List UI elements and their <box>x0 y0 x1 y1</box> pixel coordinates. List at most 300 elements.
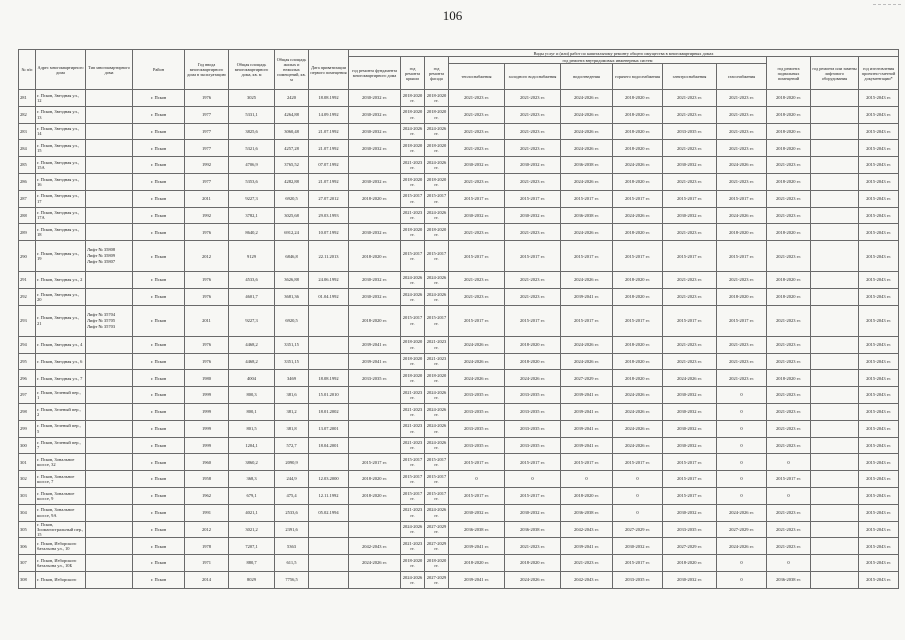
row-number: 296 <box>19 370 36 387</box>
address-cell: г. Псков, Звездная ул., 18 <box>36 224 86 241</box>
design-docs-year-cell: 2015-2043 гг. <box>859 224 899 241</box>
lift-number: Лифт № 35703 <box>87 323 116 329</box>
design-docs-year-cell: 2015-2043 гг. <box>859 173 899 190</box>
lift-cell <box>86 538 133 555</box>
row-number: 299 <box>19 420 36 437</box>
year-cell: 1976 <box>185 288 229 305</box>
cold-water-year-cell: 0 <box>505 471 561 488</box>
electric-year-cell: 2030-2032 гг. <box>663 504 717 521</box>
roof-year-cell: 2021-2023 гг. <box>401 403 425 420</box>
privatization-date-cell: 22.11.2013 <box>309 241 349 272</box>
foundation-year-cell <box>349 157 401 174</box>
gas-year-cell: 0 <box>717 437 767 454</box>
privatization-date-cell: 18.04.2001 <box>309 437 349 454</box>
electric-year-cell: 2021-2023 гг. <box>663 288 717 305</box>
elevator-year-cell <box>811 370 859 387</box>
living-area-cell: 7756,5 <box>275 572 309 589</box>
cold-water-year-cell: 2015-2017 гг. <box>505 454 561 471</box>
row-number: 307 <box>19 555 36 572</box>
table-row <box>19 90 899 107</box>
elevator-year-cell <box>811 487 859 504</box>
total-area-cell: 880,7 <box>229 555 275 572</box>
basement-year-cell: 2021-2023 гг. <box>767 241 811 272</box>
row-number: 281 <box>19 90 36 107</box>
table-row <box>19 387 899 404</box>
basement-year-cell: 2021-2023 гг. <box>767 387 811 404</box>
district-cell: г. Псков <box>133 173 185 190</box>
basement-year-cell: 2021-2023 гг. <box>767 403 811 420</box>
electric-year-cell: 2015-2017 гг. <box>663 241 717 272</box>
elevator-year-cell <box>811 106 859 123</box>
row-number: 301 <box>19 454 36 471</box>
foundation-year-cell <box>349 387 401 404</box>
header-cold-water: холодного водоснабжения <box>505 64 561 90</box>
year-cell: 1962 <box>185 487 229 504</box>
year-cell: 1971 <box>185 555 229 572</box>
table-row <box>19 487 899 504</box>
cold-water-year-cell: 2033-2035 гг. <box>505 403 561 420</box>
elevator-year-cell <box>811 190 859 207</box>
living-area-cell: 2391,6 <box>275 521 309 538</box>
roof-year-cell: 2024-2026 гг. <box>401 123 425 140</box>
foundation-year-cell: 2018-2020 гг. <box>349 190 401 207</box>
living-area-cell: 6920,5 <box>275 190 309 207</box>
elevator-year-cell <box>811 123 859 140</box>
roof-year-cell: 2015-2017 гг. <box>401 471 425 488</box>
electric-year-cell: 2021-2023 гг. <box>663 106 717 123</box>
header-engineering: год ремонта внутридомовых инженерных систем <box>449 57 767 64</box>
year-cell: 1976 <box>185 224 229 241</box>
lift-cell <box>86 123 133 140</box>
district-cell: г. Псков <box>133 123 185 140</box>
address-cell: г. Псков, Изборского батальона ул., 10Б <box>36 555 86 572</box>
foundation-year-cell <box>349 437 401 454</box>
row-number: 284 <box>19 140 36 157</box>
facade-year-cell: 2015-2017 гг. <box>425 241 449 272</box>
year-cell: 1976 <box>185 336 229 353</box>
header-electric: электроснабжения <box>663 64 717 90</box>
foundation-year-cell: 2018-2020 гг. <box>349 241 401 272</box>
address-cell: г. Псков, Звездная ул., 20 <box>36 288 86 305</box>
cold-water-year-cell: 2021-2023 гг. <box>505 140 561 157</box>
privatization-date-cell <box>309 454 349 471</box>
living-area-cell: 3681,36 <box>275 288 309 305</box>
row-number: 290 <box>19 241 36 272</box>
elevator-year-cell <box>811 471 859 488</box>
roof-year-cell: 2015-2017 гг. <box>401 305 425 336</box>
facade-year-cell: 2024-2026 гг. <box>425 387 449 404</box>
heat-year-cell: 2033-2035 гг. <box>449 437 505 454</box>
electric-year-cell: 2015-2017 гг. <box>663 471 717 488</box>
roof-year-cell: 2018-2020 гг. <box>401 370 425 387</box>
table-row <box>19 272 899 289</box>
header-house-type: Тип многоквартирного дома <box>86 50 133 90</box>
row-number: 302 <box>19 471 36 488</box>
electric-year-cell: 2030-2032 гг. <box>663 207 717 224</box>
roof-year-cell: 2021-2023 гг. <box>401 538 425 555</box>
living-area-cell: 381,8 <box>275 420 309 437</box>
header-total-area: Общая площадь многоквартирного дома, кв. м <box>229 50 275 90</box>
roof-year-cell: 2018-2020 гг. <box>401 106 425 123</box>
heat-year-cell: 2036-2038 гг. <box>449 521 505 538</box>
heat-year-cell: 2015-2017 гг. <box>449 487 505 504</box>
facade-year-cell: 2018-2020 гг. <box>425 370 449 387</box>
roof-year-cell: 2024-2026 гг. <box>401 272 425 289</box>
hot-water-year-cell: 2018-2020 гг. <box>613 140 663 157</box>
facade-year-cell: 2015-2017 гг. <box>425 190 449 207</box>
address-cell: г. Псков, Звездная ул., 13 <box>36 106 86 123</box>
privatization-date-cell <box>309 572 349 589</box>
design-docs-year-cell: 2015-2043 гг. <box>859 106 899 123</box>
design-docs-year-cell: 2015-2043 гг. <box>859 521 899 538</box>
living-area-cell: 611,5 <box>275 555 309 572</box>
district-cell: г. Псков <box>133 521 185 538</box>
district-cell: г. Псков <box>133 190 185 207</box>
lift-cell <box>86 487 133 504</box>
living-area-cell: 4264,88 <box>275 106 309 123</box>
facade-year-cell: 2015-2017 гг. <box>425 487 449 504</box>
year-cell: 1999 <box>185 420 229 437</box>
living-area-cell: 3765,52 <box>275 157 309 174</box>
living-area-cell: 6846,8 <box>275 241 309 272</box>
district-cell: г. Псков <box>133 420 185 437</box>
gas-year-cell: 2021-2023 гг. <box>717 106 767 123</box>
gas-year-cell: 2018-2020 гг. <box>717 288 767 305</box>
total-area-cell: 5353,6 <box>229 173 275 190</box>
hot-water-year-cell: 0 <box>613 471 663 488</box>
total-area-cell: 5321,6 <box>229 140 275 157</box>
year-cell: 1977 <box>185 123 229 140</box>
heat-year-cell: 2033-2035 гг. <box>449 420 505 437</box>
year-cell: 1999 <box>185 387 229 404</box>
basement-year-cell: 2021-2023 гг. <box>767 521 811 538</box>
facade-year-cell: 2021-2023 гг. <box>425 336 449 353</box>
gas-year-cell: 2021-2023 гг. <box>717 272 767 289</box>
basement-year-cell: 2021-2023 гг. <box>767 190 811 207</box>
gas-year-cell: 2021-2023 гг. <box>717 123 767 140</box>
year-cell: 1977 <box>185 173 229 190</box>
table-row <box>19 555 899 572</box>
elevator-year-cell <box>811 173 859 190</box>
table-row <box>19 241 899 272</box>
privatization-date-cell <box>309 538 349 555</box>
sewer-year-cell: 2015-2017 гг. <box>561 241 613 272</box>
privatization-date-cell: 05.02.1994 <box>309 504 349 521</box>
total-area-cell: 3025 <box>229 90 275 107</box>
basement-year-cell: 2021-2023 гг. <box>767 305 811 336</box>
hot-water-year-cell: 2018-2020 гг. <box>613 370 663 387</box>
living-area-cell: 6920,5 <box>275 305 309 336</box>
design-docs-year-cell: 2015-2043 гг. <box>859 403 899 420</box>
roof-year-cell: 2021-2023 гг. <box>401 504 425 521</box>
hot-water-year-cell: 2015-2017 гг. <box>613 241 663 272</box>
header-works-group: Виды услуг и (или) работ по капитальному ремонту общего имущества в многоквартирных домах <box>349 50 899 57</box>
cold-water-year-cell: 2021-2023 гг. <box>505 90 561 107</box>
elevator-year-cell <box>811 288 859 305</box>
header-elevator: год ремонта или замены лифтового оборудования <box>811 57 859 90</box>
elevator-year-cell <box>811 387 859 404</box>
basement-year-cell: 2021-2023 гг. <box>767 420 811 437</box>
lift-cell <box>86 387 133 404</box>
total-area-cell: 4004 <box>229 370 275 387</box>
year-cell: 1978 <box>185 538 229 555</box>
basement-year-cell: 2021-2023 гг. <box>767 336 811 353</box>
gas-year-cell: 2015-2017 гг. <box>717 241 767 272</box>
basement-year-cell: 2021-2023 гг. <box>767 437 811 454</box>
sewer-year-cell: 2027-2029 гг. <box>561 370 613 387</box>
year-cell: 1992 <box>185 157 229 174</box>
facade-year-cell: 2018-2020 гг. <box>425 90 449 107</box>
gas-year-cell: 2018-2020 гг. <box>717 224 767 241</box>
total-area-cell: 679,1 <box>229 487 275 504</box>
sewer-year-cell: 2015-2017 гг. <box>561 190 613 207</box>
sewer-year-cell: 2024-2026 гг. <box>561 106 613 123</box>
basement-year-cell: 2015-2017 гг. <box>767 471 811 488</box>
facade-year-cell: 2027-2029 гг. <box>425 572 449 589</box>
year-cell: 1960 <box>185 454 229 471</box>
living-area-cell: 244,9 <box>275 471 309 488</box>
gas-year-cell: 2021-2023 гг. <box>717 140 767 157</box>
district-cell: г. Псков <box>133 305 185 336</box>
address-cell: г. Псков, Звездная ул., 12 <box>36 90 86 107</box>
lift-cell <box>86 521 133 538</box>
elevator-year-cell <box>811 521 859 538</box>
foundation-year-cell: 2030-2032 гг. <box>349 123 401 140</box>
design-docs-year-cell: 2015-2043 гг. <box>859 241 899 272</box>
roof-year-cell: 2018-2020 гг. <box>401 173 425 190</box>
foundation-year-cell: 2039-2041 гг. <box>349 336 401 353</box>
header-basement: год ремонта подвальных помещений <box>767 57 811 90</box>
basement-year-cell: 2018-2020 гг. <box>767 272 811 289</box>
design-docs-year-cell: 2015-2043 гг. <box>859 190 899 207</box>
heat-year-cell: 2021-2023 гг. <box>449 123 505 140</box>
table-row <box>19 207 899 224</box>
design-docs-year-cell: 2015-2043 гг. <box>859 504 899 521</box>
heat-year-cell: 2024-2026 гг. <box>449 353 505 370</box>
hot-water-year-cell: 0 <box>613 504 663 521</box>
lift-cell <box>86 437 133 454</box>
design-docs-year-cell: 2015-2043 гг. <box>859 387 899 404</box>
electric-year-cell: 2030-2032 гг. <box>663 572 717 589</box>
cold-water-year-cell: 2015-2017 гг. <box>505 190 561 207</box>
address-cell: г. Псков, Зональное шоссе, 9 <box>36 487 86 504</box>
sewer-year-cell: 2039-2041 гг. <box>561 420 613 437</box>
foundation-year-cell: 2015-2017 гг. <box>349 454 401 471</box>
district-cell: г. Псков <box>133 572 185 589</box>
privatization-date-cell: 21.07.1992 <box>309 173 349 190</box>
cold-water-year-cell: 2030-2032 гг. <box>505 504 561 521</box>
table-row <box>19 353 899 370</box>
facade-year-cell: 2024-2026 гг. <box>425 420 449 437</box>
hot-water-year-cell: 2015-2017 гг. <box>613 454 663 471</box>
basement-year-cell: 0 <box>767 487 811 504</box>
design-docs-year-cell: 2015-2043 гг. <box>859 437 899 454</box>
sewer-year-cell: 2024-2026 гг. <box>561 353 613 370</box>
lift-cell <box>86 190 133 207</box>
header-year-commission: Год ввода многоквартирного дома в эксплуатацию <box>185 50 229 90</box>
heat-year-cell: 2024-2026 гг. <box>449 336 505 353</box>
year-cell: 1980 <box>185 370 229 387</box>
living-area-cell: 381,6 <box>275 387 309 404</box>
year-cell: 1976 <box>185 272 229 289</box>
row-number: 297 <box>19 387 36 404</box>
header-address: Адрес многоквартирного дома <box>36 50 86 90</box>
cold-water-year-cell: 2030-2032 гг. <box>505 207 561 224</box>
cold-water-year-cell: 2024-2026 гг. <box>505 572 561 589</box>
year-cell: 1991 <box>185 504 229 521</box>
address-cell: г. Псков, Звездная ул., 15 <box>36 140 86 157</box>
cold-water-year-cell: 2033-2035 гг. <box>505 420 561 437</box>
table-row <box>19 572 899 589</box>
row-number: 289 <box>19 224 36 241</box>
privatization-date-cell: 07.07.1992 <box>309 157 349 174</box>
sewer-year-cell: 2024-2026 гг. <box>561 272 613 289</box>
address-cell: г. Псков, Зеленый пер., 2 <box>36 403 86 420</box>
gas-year-cell: 0 <box>717 471 767 488</box>
gas-year-cell: 0 <box>717 555 767 572</box>
privatization-date-cell: 14.09.1992 <box>309 106 349 123</box>
table-row <box>19 504 899 521</box>
lift-cell <box>86 106 133 123</box>
gas-year-cell: 2024-2026 гг. <box>717 157 767 174</box>
privatization-date-cell <box>309 353 349 370</box>
row-number: 285 <box>19 157 36 174</box>
lift-cell <box>86 420 133 437</box>
row-number: 305 <box>19 521 36 538</box>
heat-year-cell: 2015-2017 гг. <box>449 454 505 471</box>
facade-year-cell: 2024-2026 гг. <box>425 437 449 454</box>
total-area-cell: 8029 <box>229 572 275 589</box>
header-num: № п/п <box>19 50 36 90</box>
address-cell: г. Псков, Зеленый пер., 7 <box>36 437 86 454</box>
facade-year-cell: 2024-2026 гг. <box>425 288 449 305</box>
address-cell: г. Псков, Звездная ул., 4 <box>36 336 86 353</box>
lift-cell <box>86 370 133 387</box>
lift-cell <box>86 471 133 488</box>
electric-year-cell: 2021-2023 гг. <box>663 272 717 289</box>
total-area-cell: 4021,1 <box>229 504 275 521</box>
elevator-year-cell <box>811 224 859 241</box>
basement-year-cell: 2018-2020 гг. <box>767 90 811 107</box>
gas-year-cell: 2021-2023 гг. <box>717 173 767 190</box>
heat-year-cell: 2033-2035 гг. <box>449 403 505 420</box>
gas-year-cell: 2021-2023 гг. <box>717 353 767 370</box>
header-design-docs: год изготовления проектно-сметной документации* <box>859 57 899 90</box>
hot-water-year-cell: 2024-2026 гг. <box>613 420 663 437</box>
electric-year-cell: 2021-2023 гг. <box>663 224 717 241</box>
total-area-cell: 9129 <box>229 241 275 272</box>
electric-year-cell: 2021-2023 гг. <box>663 336 717 353</box>
year-cell: 1976 <box>185 353 229 370</box>
elevator-year-cell <box>811 437 859 454</box>
facade-year-cell: 2015-2017 гг. <box>425 471 449 488</box>
cold-water-year-cell: 2015-2017 гг. <box>505 487 561 504</box>
district-cell: г. Псков <box>133 288 185 305</box>
year-cell: 1999 <box>185 403 229 420</box>
living-area-cell: 475,4 <box>275 487 309 504</box>
table-row <box>19 538 899 555</box>
privatization-date-cell <box>309 555 349 572</box>
cold-water-year-cell: 2018-2020 гг. <box>505 555 561 572</box>
lift-number: Лифт № 35808 <box>87 247 116 253</box>
gas-year-cell: 0 <box>717 387 767 404</box>
foundation-year-cell <box>349 420 401 437</box>
heat-year-cell: 2021-2023 гг. <box>449 106 505 123</box>
lift-number: Лифт № 35807 <box>87 259 116 265</box>
heat-year-cell: 2021-2023 гг. <box>449 140 505 157</box>
privatization-date-cell: 15.01.2010 <box>309 387 349 404</box>
sewer-year-cell: 2021-2023 гг. <box>561 555 613 572</box>
facade-year-cell: 2024-2026 гг. <box>425 207 449 224</box>
design-docs-year-cell: 2015-2043 гг. <box>859 336 899 353</box>
cold-water-year-cell: 2021-2023 гг. <box>505 538 561 555</box>
electric-year-cell: 2030-2032 гг. <box>663 420 717 437</box>
roof-year-cell: 2018-2020 гг. <box>401 90 425 107</box>
design-docs-year-cell: 2015-2043 гг. <box>859 420 899 437</box>
living-area-cell: 3060,48 <box>275 123 309 140</box>
privatization-date-cell: 18.08.1992 <box>309 90 349 107</box>
privatization-date-cell: 21.07.1992 <box>309 140 349 157</box>
sewer-year-cell: 2042-2043 гг. <box>561 572 613 589</box>
sewer-year-cell: 2036-2038 гг. <box>561 207 613 224</box>
foundation-year-cell <box>349 521 401 538</box>
sewer-year-cell: 2039-2041 гг. <box>561 538 613 555</box>
elevator-year-cell <box>811 90 859 107</box>
foundation-year-cell: 2024-2026 гг. <box>349 555 401 572</box>
basement-year-cell: 0 <box>767 454 811 471</box>
foundation-year-cell <box>349 572 401 589</box>
hot-water-year-cell: 2015-2017 гг. <box>613 555 663 572</box>
district-cell: г. Псков <box>133 504 185 521</box>
hot-water-year-cell: 2024-2026 гг. <box>613 403 663 420</box>
roof-year-cell: 2021-2023 гг. <box>401 420 425 437</box>
table-row <box>19 403 899 420</box>
sewer-year-cell: 2024-2026 гг. <box>561 336 613 353</box>
cold-water-year-cell: 2015-2017 гг. <box>505 241 561 272</box>
lift-number: Лифт № 35705 <box>87 317 116 323</box>
address-cell: г. Псков, Звездная ул., 19 <box>36 241 86 272</box>
total-area-cell: 4706,9 <box>229 157 275 174</box>
district-cell: г. Псков <box>133 555 185 572</box>
table-row <box>19 123 899 140</box>
gas-year-cell: 2021-2023 гг. <box>717 90 767 107</box>
living-area-cell: 3469 <box>275 370 309 387</box>
header-district: Район <box>133 50 185 90</box>
lift-cell <box>86 272 133 289</box>
basement-year-cell: 2018-2020 гг. <box>767 173 811 190</box>
heat-year-cell: 2015-2017 гг. <box>449 241 505 272</box>
elevator-year-cell <box>811 336 859 353</box>
header-heat: теплоснабжения <box>449 64 505 90</box>
gas-year-cell: 0 <box>717 420 767 437</box>
heat-year-cell: 2021-2023 гг. <box>449 173 505 190</box>
foundation-year-cell <box>349 207 401 224</box>
facade-year-cell: 2027-2029 гг. <box>425 538 449 555</box>
foundation-year-cell: 2030-2032 гг. <box>349 140 401 157</box>
address-cell: г. Псков, Зоомагистральный пер., 15 <box>36 521 86 538</box>
lift-cell <box>86 241 133 272</box>
district-cell: г. Псков <box>133 224 185 241</box>
cold-water-year-cell: 2036-2038 гг. <box>505 521 561 538</box>
foundation-year-cell: 2030-2032 гг. <box>349 106 401 123</box>
sewer-year-cell: 2024-2026 гг. <box>561 90 613 107</box>
total-area-cell: 3825,6 <box>229 123 275 140</box>
heat-year-cell: 2024-2026 гг. <box>449 370 505 387</box>
cold-water-year-cell: 2018-2020 гг. <box>505 353 561 370</box>
elevator-year-cell <box>811 353 859 370</box>
table-row <box>19 288 899 305</box>
elevator-year-cell <box>811 555 859 572</box>
